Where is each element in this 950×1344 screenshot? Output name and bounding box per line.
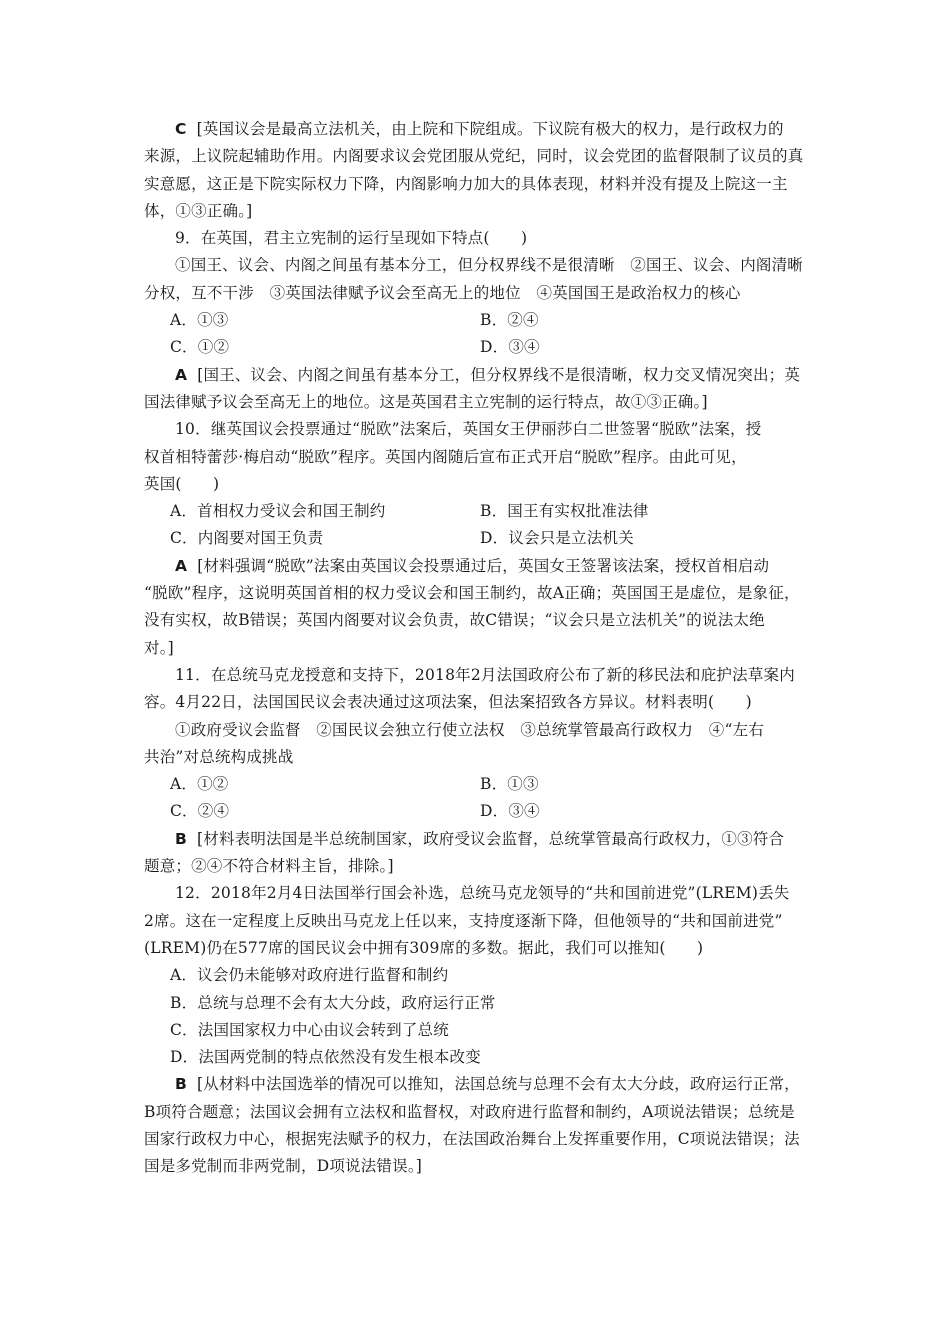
option-b: B．总统与总理不会有太大分歧，政府运行正常 <box>170 993 496 1012</box>
question-stem-line: 2席。这在一定程度上反映出马克龙上任以来，支持度逐渐下降，但他领导的“共和国前进党” <box>144 911 783 930</box>
question-stem-line: 12．2018年2月4日法国举行国会补选，总统马克龙领导的“共和国前进党”(LREM)丢失 <box>175 884 790 903</box>
option-c: C．①② <box>170 338 230 357</box>
question-stem-line: 权首相特蕾莎·梅启动“脱欧”程序。英国内阁随后宣布正式开启“脱欧”程序。由此可见， <box>144 447 747 466</box>
question-stem: 9．在英国，君主立宪制的运行呈现如下特点( ) <box>175 229 528 248</box>
option-d: D．法国两党制的特点依然没有发生根本改变 <box>170 1048 481 1067</box>
answer-text-line: 实意愿，这正是下院实际权力下降，内阁影响力加大的具体表现，材料并没有提及上院这一主 <box>144 174 788 193</box>
question-stem-line: 11．在总统马克龙授意和支持下，2018年2月法国政府公布了新的移民法和庇护法草案内 <box>175 665 795 684</box>
answer-text-line: [英国议会是最高立法机关，由上院和下院组成。下议院有极大的权力，是行政权力的 <box>196 120 784 138</box>
answer-12 <box>144 1071 816 1180</box>
answer-letter: A <box>175 556 188 575</box>
answer-8 <box>144 116 816 225</box>
question-stem-line: 容。4月22日，法国国民议会表决通过这项法案，但法案招致各方异议。材料表明( ) <box>144 693 752 712</box>
answer-text-line: 国家行政权力中心，根据宪法赋予的权力，在法国政治舞台上发挥重要作用，C项说法错误；法 <box>144 1129 800 1148</box>
option-a: A．议会仍未能够对政府进行监督和制约 <box>170 966 449 985</box>
options-row <box>144 771 816 798</box>
option-a: A．首相权力受议会和国王制约 <box>170 502 386 521</box>
answer-text-line: 对。] <box>144 638 174 657</box>
answer-letter: A <box>175 365 188 384</box>
answer-text-line: 国是多党制而非两党制，D项说法错误。] <box>144 1157 423 1176</box>
answer-text-line: 体，①③正确。] <box>144 201 253 220</box>
options-row <box>144 334 816 361</box>
question-item-line: 共治”对总统构成挑战 <box>144 747 294 766</box>
option-b: B．②④ <box>480 311 539 330</box>
question-stem-line: 英国( ) <box>144 474 220 493</box>
answer-9 <box>144 362 816 417</box>
answer-text-line: 国法律赋予议会至高无上的地位。这是英国君主立宪制的运行特点，故①③正确。] <box>144 392 708 411</box>
question-stem-line: (LREM)仍在577席的国民议会中拥有309席的多数。据此，我们可以推知( ) <box>144 938 704 957</box>
option-d: D．议会只是立法机关 <box>480 529 634 548</box>
answer-letter: C <box>175 120 187 138</box>
answer-text-line: [从材料中法国选举的情况可以推知，法国总统与总理不会有太大分歧，政府运行正常， <box>197 1075 800 1094</box>
option-a: A．①② <box>170 775 229 794</box>
question-11 <box>144 662 816 826</box>
answer-text-line: [材料表明法国是半总统制国家，政府受议会监督，总统掌管最高行政权力，①③符合 <box>197 829 785 848</box>
answer-letter: B <box>175 829 188 848</box>
question-12 <box>144 880 816 1071</box>
option-c: C．内阁要对国王负责 <box>170 529 324 548</box>
question-10 <box>144 416 816 552</box>
answer-text-line: 没有实权，故B错误；英国内阁要对议会负责，故C错误；“议会只是立法机关”的说法太绝 <box>144 611 765 630</box>
answer-text-line: 题意；②④不符合材料主旨，排除。] <box>144 857 394 876</box>
answer-text-line: 来源，上议院起辅助作用。内阁要求议会党团服从党纪，同时，议会党团的监督限制了议员的真 <box>144 147 804 166</box>
answer-10 <box>144 553 816 662</box>
answer-11 <box>144 826 816 881</box>
answer-text-line: “脱欧”程序，这说明英国首相的权力受议会和国王制约，故A正确；英国国王是虚位，是象征， <box>144 584 800 603</box>
option-a: A．①③ <box>170 311 229 330</box>
document-page <box>144 116 816 1181</box>
options-row <box>144 307 816 334</box>
answer-text-line: [材料强调“脱欧”法案由英国议会投票通过后，英国女王签署该法案，授权首相启动 <box>197 556 770 575</box>
option-d: D．③④ <box>480 338 540 357</box>
question-item-line: ①国王、议会、内阁之间虽有基本分工，但分权界线不是很清晰 ②国王、议会、内阁清晰 <box>175 256 804 275</box>
options-row <box>144 498 816 525</box>
answer-letter: B <box>175 1075 188 1094</box>
options-row <box>144 798 816 825</box>
option-c: C．②④ <box>170 802 230 821</box>
options-row <box>144 525 816 552</box>
answer-text-line: B项符合题意；法国议会拥有立法权和监督权，对政府进行监督和制约，A项说法错误；总统是 <box>144 1102 795 1121</box>
question-item-line: ①政府受议会监督 ②国民议会独立行使立法权 ③总统掌管最高行政权力 ④“左右 <box>175 720 765 739</box>
answer-text-line: [国王、议会、内阁之间虽有基本分工，但分权界线不是很清晰，权力交叉情况突出；英 <box>197 365 801 384</box>
option-b: B．①③ <box>480 775 539 794</box>
question-9 <box>144 225 816 361</box>
question-stem-line: 10．继英国议会投票通过“脱欧”法案后，英国女王伊丽莎白二世签署“脱欧”法案，授 <box>175 420 762 439</box>
option-c: C．法国国家权力中心由议会转到了总统 <box>170 1020 449 1039</box>
option-b: B．国王有实权批准法律 <box>480 502 649 521</box>
question-item-line: 分权，互不干涉 ③英国法律赋予议会至高无上的地位 ④英国国王是政治权力的核心 <box>144 283 741 302</box>
option-d: D．③④ <box>480 802 540 821</box>
